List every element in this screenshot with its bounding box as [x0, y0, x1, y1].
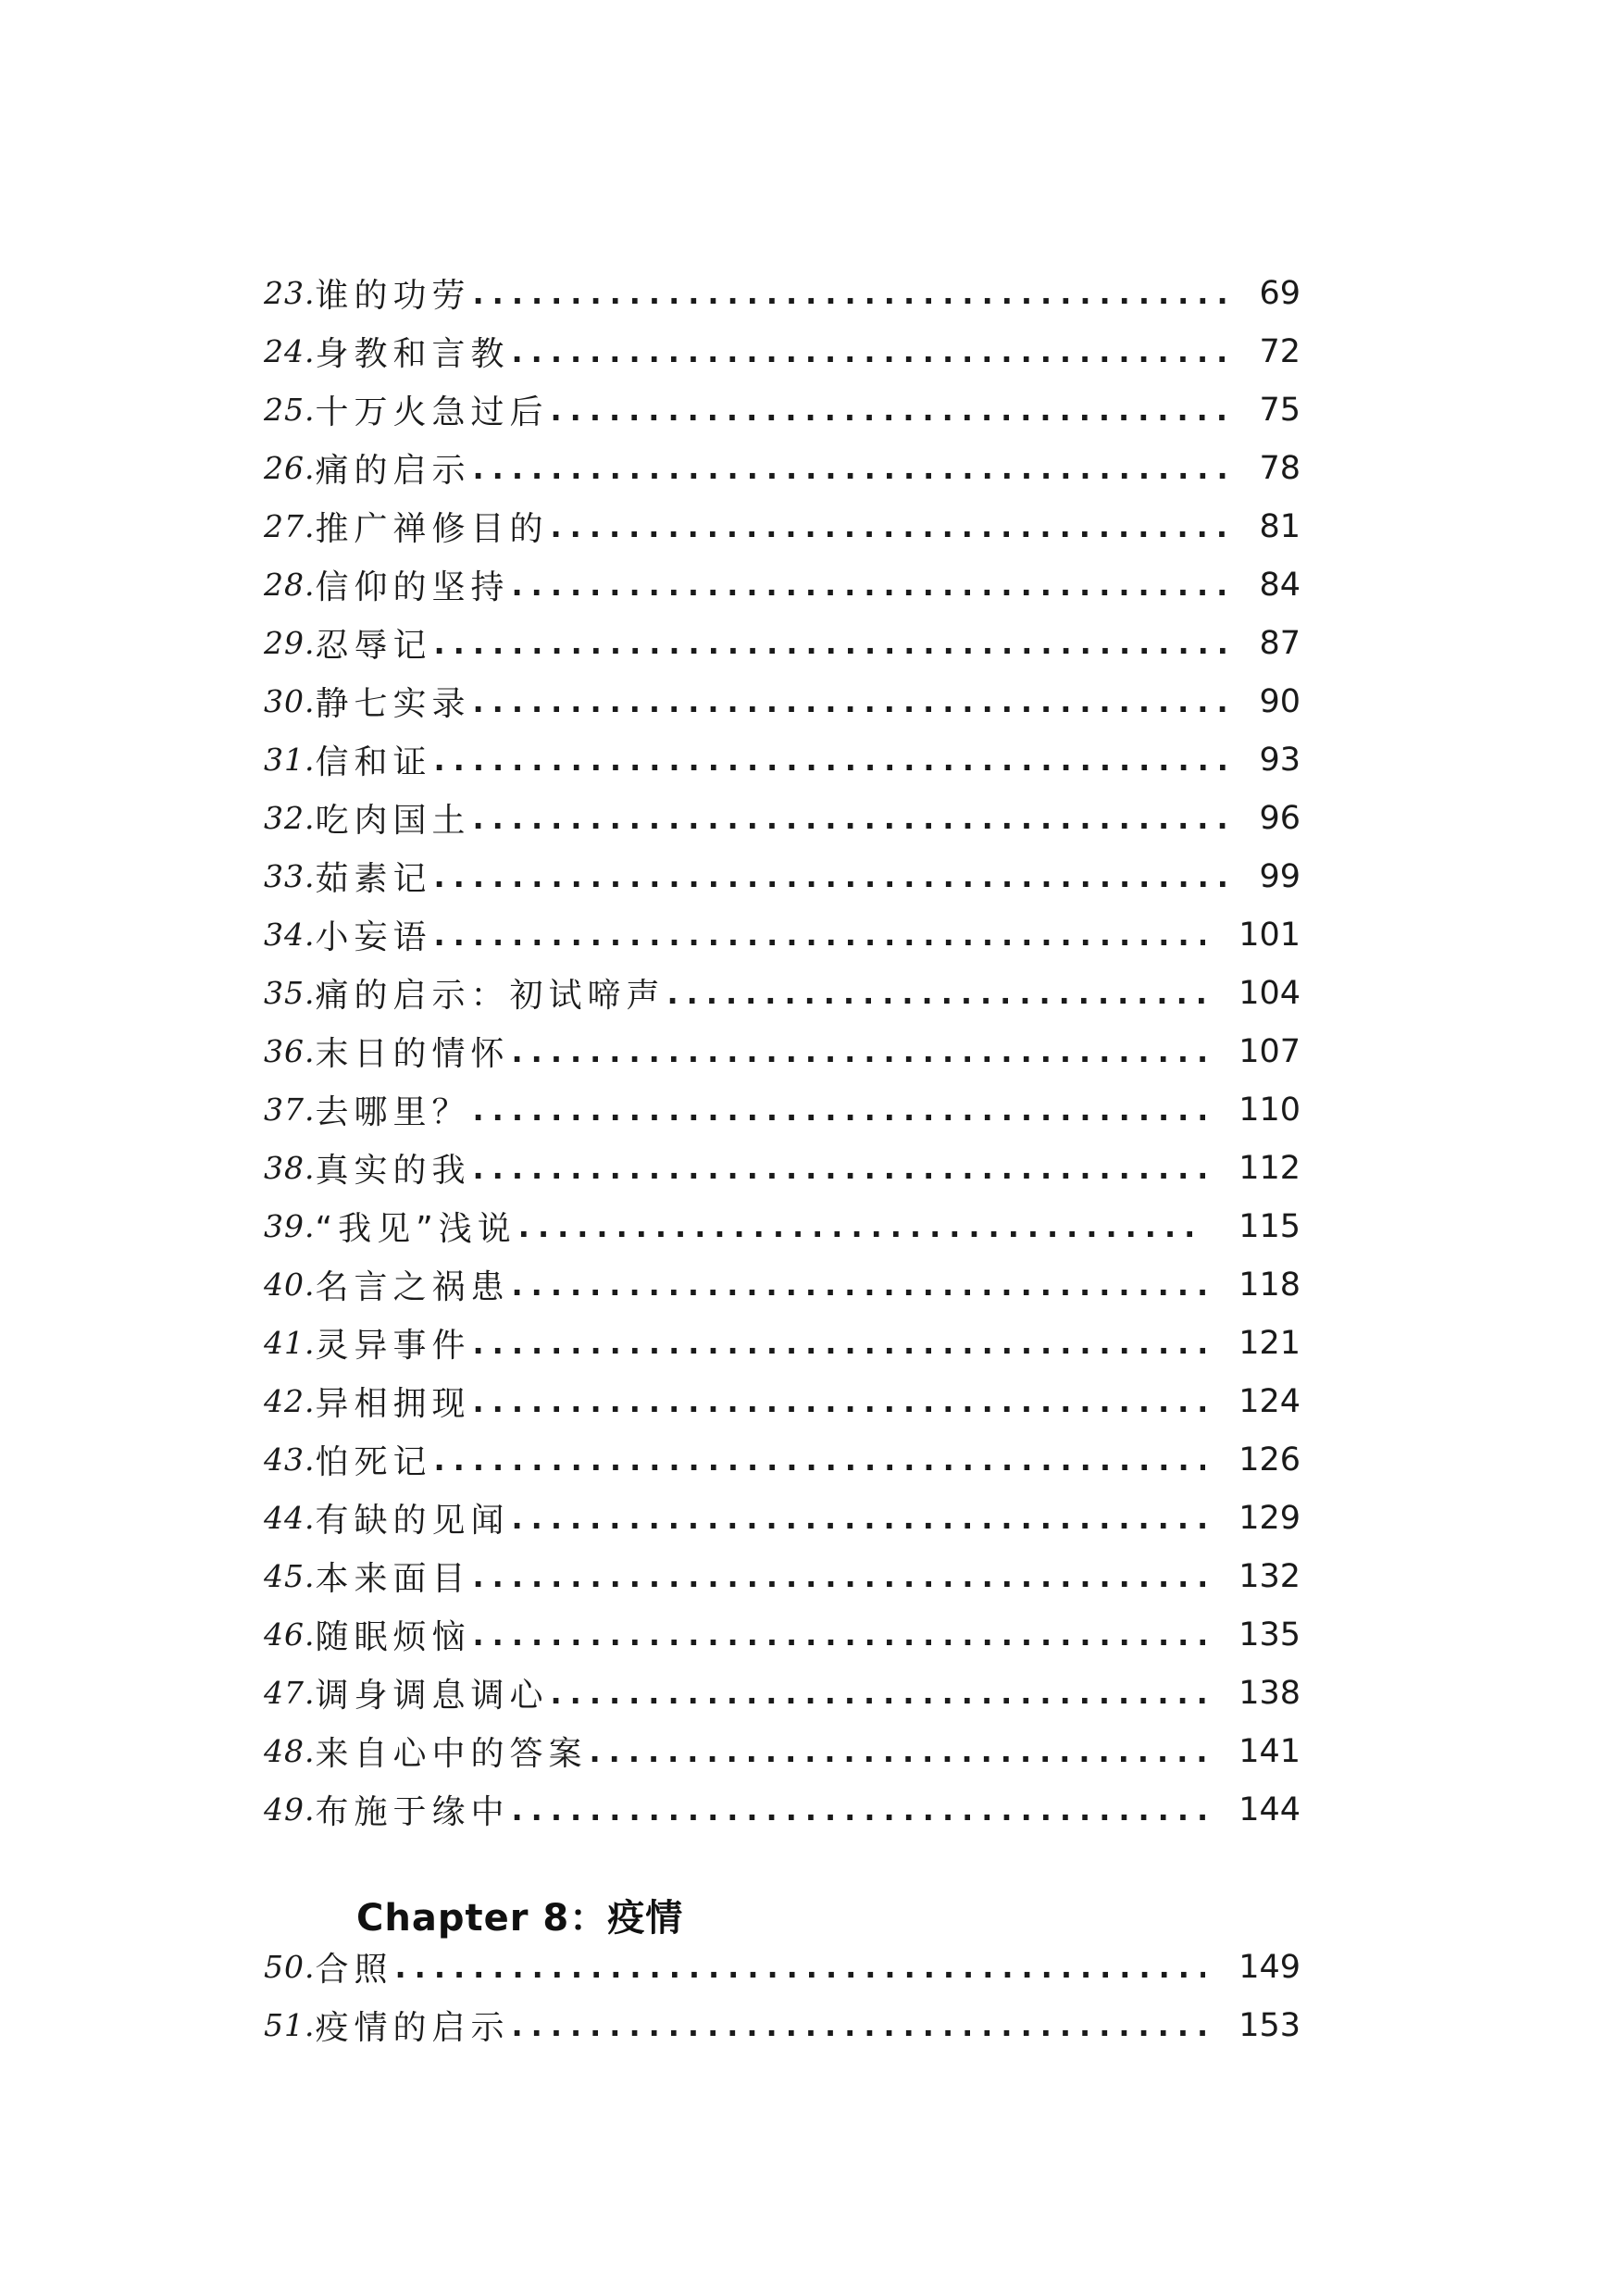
- toc-entry-title: 去哪里？: [315, 1093, 471, 1131]
- toc-entry-page: 110: [1238, 1091, 1301, 1129]
- toc-entry-title: 怕死记: [315, 1443, 432, 1481]
- toc-entry-page: 93: [1259, 741, 1301, 779]
- toc-entry-page: 112: [1238, 1149, 1301, 1187]
- toc-entry: [264, 789, 1301, 847]
- toc-entry-number: 48.: [264, 1733, 316, 1769]
- dot-leader: [551, 509, 1226, 544]
- toc-entry: [264, 1255, 1301, 1314]
- toc-entry-page: 90: [1259, 682, 1301, 720]
- toc-entry-page: 75: [1259, 391, 1301, 429]
- toc-entry: [264, 1996, 1301, 2054]
- toc-entry: [264, 264, 1301, 322]
- toc-entry-number: 39.: [264, 1208, 316, 1244]
- toc-entry-number: 40.: [264, 1267, 316, 1303]
- toc-entry-title: 身教和言教: [315, 335, 510, 373]
- toc-entry-title: 布施于缘中: [315, 1793, 510, 1831]
- dot-leader: [395, 1950, 1206, 1985]
- dot-leader: [512, 1267, 1206, 1303]
- toc-entry-number: 51.: [264, 2007, 316, 2043]
- toc-entry-title: 异相拥现: [315, 1385, 471, 1423]
- toc-entry-page: 153: [1238, 2006, 1301, 2044]
- dot-leader: [473, 1559, 1206, 1594]
- toc-entry-page: 129: [1238, 1499, 1301, 1537]
- dot-leader: [512, 1034, 1206, 1069]
- toc-entry-title: 本来面目: [315, 1560, 471, 1598]
- toc-entry: [264, 555, 1301, 614]
- toc-entry: [264, 1372, 1301, 1430]
- toc-entry-title: 疫情的启示: [315, 2009, 510, 2047]
- toc-entry-title: 来自心中的答案: [315, 1735, 588, 1773]
- toc-entry-page: 115: [1238, 1207, 1301, 1245]
- toc-entry-page: 141: [1238, 1732, 1301, 1770]
- toc-entry-number: 38.: [264, 1150, 316, 1186]
- dot-leader: [667, 976, 1206, 1011]
- toc-entry-title: 名言之祸患: [315, 1268, 510, 1306]
- toc-entry: [264, 497, 1301, 555]
- toc-entry-number: 23.: [264, 275, 316, 311]
- toc-entry-title: 随眠烦恼: [315, 1618, 471, 1656]
- dot-leader: [473, 1617, 1206, 1653]
- toc-entry-number: 43.: [264, 1441, 316, 1478]
- toc-entry-page: 118: [1238, 1266, 1301, 1304]
- toc-entry-number: 36.: [264, 1033, 316, 1069]
- toc-entry-title: 痛的启示：初试啼声: [315, 977, 666, 1015]
- toc-entry-number: 32.: [264, 800, 316, 836]
- toc-entry-page: 96: [1259, 799, 1301, 837]
- toc-entry-number: 31.: [264, 742, 316, 778]
- toc-entry: [264, 730, 1301, 789]
- toc-entry-number: 25.: [264, 392, 316, 428]
- toc-entry-page: 135: [1238, 1616, 1301, 1653]
- dot-leader: [473, 276, 1226, 311]
- toc-entry: [264, 1489, 1301, 1547]
- toc-entry: [264, 1664, 1301, 1722]
- toc-entry-number: 35.: [264, 975, 316, 1011]
- toc-entry-page: 121: [1238, 1324, 1301, 1362]
- dot-leader: [473, 1384, 1206, 1419]
- toc-entry-page: 132: [1238, 1557, 1301, 1595]
- dot-leader: [512, 1792, 1206, 1828]
- toc-entry-page: 138: [1238, 1674, 1301, 1712]
- toc-entry-page: 72: [1259, 332, 1301, 370]
- dot-leader: [434, 859, 1226, 894]
- toc-entry-title: 十万火急过后: [315, 393, 549, 431]
- toc-entry-number: 42.: [264, 1383, 316, 1419]
- toc-entry-title: “我见”浅说: [315, 1210, 517, 1248]
- toc-entry-title: 谁的功劳: [315, 277, 471, 315]
- toc-entry: [264, 1430, 1301, 1489]
- toc-entry-number: 28.: [264, 567, 316, 603]
- toc-entry-page: 101: [1238, 916, 1301, 954]
- dot-leader: [473, 1151, 1206, 1186]
- dot-leader: [473, 801, 1226, 836]
- toc-list-chapter-8: [264, 1938, 1301, 2054]
- dot-leader: [551, 1676, 1206, 1711]
- toc-entry: [264, 964, 1301, 1022]
- toc-entry: [264, 381, 1301, 439]
- dot-leader: [512, 1501, 1206, 1536]
- dot-leader: [434, 1442, 1206, 1478]
- toc-entry: [264, 1314, 1301, 1372]
- toc-entry: [264, 614, 1301, 672]
- toc-entry-title: 末日的情怀: [315, 1035, 510, 1073]
- toc-entry-number: 45.: [264, 1558, 316, 1594]
- toc-entry: [264, 439, 1301, 497]
- toc-entry-title: 痛的启示: [315, 452, 471, 490]
- toc-entry-title: 真实的我: [315, 1152, 471, 1190]
- dot-leader: [590, 1734, 1206, 1769]
- toc-entry: [264, 1780, 1301, 1839]
- toc-entry-number: 44.: [264, 1500, 316, 1536]
- toc-entry-page: 104: [1238, 974, 1301, 1012]
- toc-entry-page: 126: [1238, 1441, 1301, 1479]
- toc-entry-number: 49.: [264, 1791, 316, 1828]
- toc-entry: [264, 1139, 1301, 1197]
- toc-entry-number: 50.: [264, 1949, 316, 1985]
- dot-leader: [518, 1209, 1205, 1244]
- toc-entry: [264, 1938, 1301, 1996]
- toc-entry-title: 忍辱记: [315, 627, 432, 665]
- toc-entry: [264, 672, 1301, 730]
- toc-entry-title: 信仰的坚持: [315, 568, 510, 606]
- chapter-heading: Chapter 8：疫情: [356, 1897, 684, 1940]
- toc-entry-number: 37.: [264, 1092, 316, 1128]
- toc-entry-page: 124: [1238, 1382, 1301, 1420]
- toc-entry-title: 灵异事件: [315, 1327, 471, 1365]
- toc-entry-title: 调身调息调心: [315, 1677, 549, 1715]
- dot-leader: [512, 2008, 1206, 2043]
- toc-entry: [264, 1022, 1301, 1080]
- toc-entry-page: 107: [1238, 1032, 1301, 1070]
- dot-leader: [473, 1326, 1206, 1361]
- toc-entry-page: 84: [1259, 566, 1301, 604]
- toc-entry-title: 茹素记: [315, 860, 432, 898]
- toc-entry-number: 27.: [264, 508, 316, 544]
- dot-leader: [473, 1092, 1206, 1128]
- toc-entry-page: 69: [1259, 274, 1301, 312]
- toc-entry-title: 静七实录: [315, 685, 471, 723]
- toc-entry-number: 30.: [264, 683, 316, 719]
- dot-leader: [512, 334, 1226, 369]
- toc-entry: [264, 1605, 1301, 1664]
- toc-entry-title: 小妄语: [315, 918, 432, 956]
- toc-list: [264, 264, 1301, 1839]
- toc-entry: [264, 847, 1301, 905]
- toc-entry-number: 33.: [264, 858, 316, 894]
- toc-entry-number: 41.: [264, 1325, 316, 1361]
- toc-entry-page: 81: [1259, 507, 1301, 545]
- toc-entry-number: 47.: [264, 1675, 316, 1711]
- toc-entry: [264, 1547, 1301, 1605]
- toc-entry-title: 合照: [315, 1951, 393, 1989]
- toc-entry-page: 78: [1259, 449, 1301, 487]
- toc-entry: [264, 1197, 1301, 1255]
- toc-entry-page: 149: [1238, 1948, 1301, 1986]
- toc-entry-page: 99: [1259, 857, 1301, 895]
- toc-entry: [264, 322, 1301, 381]
- dot-leader: [512, 568, 1226, 603]
- toc-entry-page: 144: [1238, 1791, 1301, 1828]
- dot-leader: [434, 742, 1226, 778]
- dot-leader: [551, 393, 1226, 428]
- toc-entry: [264, 1080, 1301, 1139]
- dot-leader: [434, 626, 1226, 661]
- toc-entry-page: 87: [1259, 624, 1301, 662]
- toc-entry-title: 有缺的见闻: [315, 1502, 510, 1540]
- toc-entry-title: 信和证: [315, 743, 432, 781]
- toc-entry-number: 24.: [264, 333, 316, 369]
- toc-entry-number: 46.: [264, 1616, 316, 1653]
- toc-entry-title: 推广禅修目的: [315, 510, 549, 548]
- dot-leader: [473, 451, 1226, 486]
- toc-entry: [264, 1722, 1301, 1780]
- toc-entry-title: 吃肉国土: [315, 802, 471, 840]
- dot-leader: [434, 917, 1206, 953]
- dot-leader: [473, 684, 1226, 719]
- toc-entry-number: 34.: [264, 917, 316, 953]
- toc-entry: [264, 905, 1301, 964]
- toc-entry-number: 29.: [264, 625, 316, 661]
- toc-entry-number: 26.: [264, 450, 316, 486]
